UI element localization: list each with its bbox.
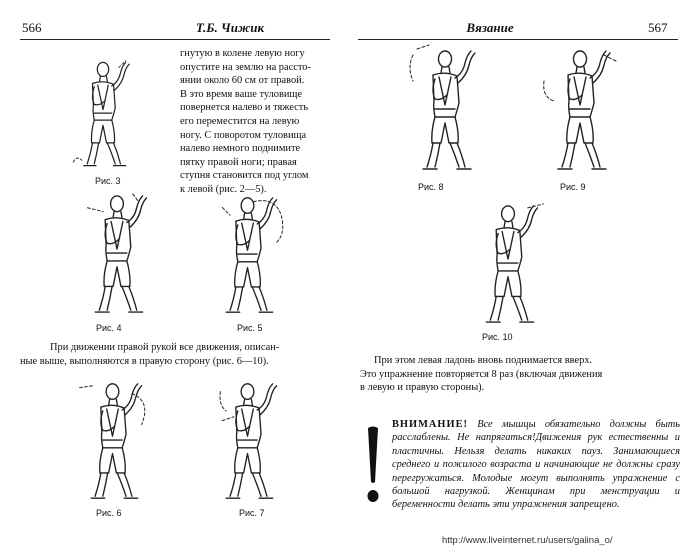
exclamation-icon — [366, 426, 380, 506]
left-text-block — [180, 47, 326, 197]
figure-3-illustration — [68, 50, 138, 178]
caption-fig3: Рис. 3 — [95, 176, 121, 186]
text-line: ногу. С поворотом туловища — [180, 129, 307, 141]
text-line: Это упражнение повторяется 8 раз (включая движения — [360, 368, 603, 380]
header-rule-left — [20, 39, 330, 40]
figure-8-illustration — [395, 45, 495, 175]
text-line: янии около 60 см от правой. — [180, 75, 305, 87]
running-head-left: Т.Б. Чижик — [195, 20, 265, 35]
figure-5-illustration — [205, 192, 290, 318]
warning-text: Все мышцы обязательно должны быть расслаблены. Не напрягаться!Движения рук естественны и пластичны. Нельзя делать никаких пауз. Занимающиеся среднего и пожилого возраста и начинающие не должны сразу перегружаться. Молодые могут выполнять упражнение с большой нагрузкой. Женщинам при менструации и беременности делать эти упражнения запрещено. — [392, 419, 680, 511]
right-paragraph — [360, 354, 678, 395]
caption-fig4: Рис. 4 — [96, 323, 122, 333]
text-line: ступня становится под углом — [180, 170, 309, 182]
header-rule-right — [358, 39, 678, 40]
text-line: При движении правой рукой все движения, описан- — [50, 342, 280, 353]
page-number-left: 566 — [22, 20, 42, 35]
text-line: При этом левая ладонь вновь поднимается вверх. — [374, 355, 593, 366]
text-line: в левую и правую стороны). — [360, 382, 485, 394]
figure-4-illustration — [72, 190, 162, 318]
figure-7-illustration — [200, 378, 295, 504]
page-number-right: 567 — [648, 20, 668, 35]
figure-10-illustration — [458, 200, 558, 328]
caption-fig7: Рис. 7 — [239, 508, 265, 518]
caption-fig6: Рис. 6 — [96, 508, 122, 518]
caption-fig9: Рис. 9 — [560, 182, 586, 192]
left-paragraph — [20, 341, 326, 368]
figure-6-illustration — [65, 378, 160, 504]
text-line: повернется налево и тяжесть — [180, 102, 309, 114]
warning-lead: ВНИМАНИЕ! — [392, 419, 468, 430]
watermark-url: http://www.liveinternet.ru/users/galina_o/ — [442, 535, 613, 546]
caption-fig10: Рис. 10 — [482, 332, 513, 342]
text-line: ные выше, выполняются в правую сторону (рис. 6—10). — [20, 355, 269, 367]
warning-box — [392, 418, 680, 512]
text-line: опустите на землю на расcто- — [180, 61, 311, 73]
text-line: пятку правой ноги; правая — [180, 156, 297, 168]
text-line: налево немного поднимите — [180, 143, 301, 155]
caption-fig5: Рис. 5 — [237, 323, 263, 333]
caption-fig8: Рис. 8 — [418, 182, 444, 192]
running-head-right: Вязание — [466, 20, 514, 35]
text-line: В это время ваше туловище — [180, 88, 303, 100]
text-line: его переместится на левую — [180, 115, 300, 127]
text-line: гнутую в колене левую ногу — [180, 48, 305, 59]
text-line: к левой (рис. 2—5). — [180, 183, 267, 195]
figure-9-illustration — [530, 45, 630, 175]
